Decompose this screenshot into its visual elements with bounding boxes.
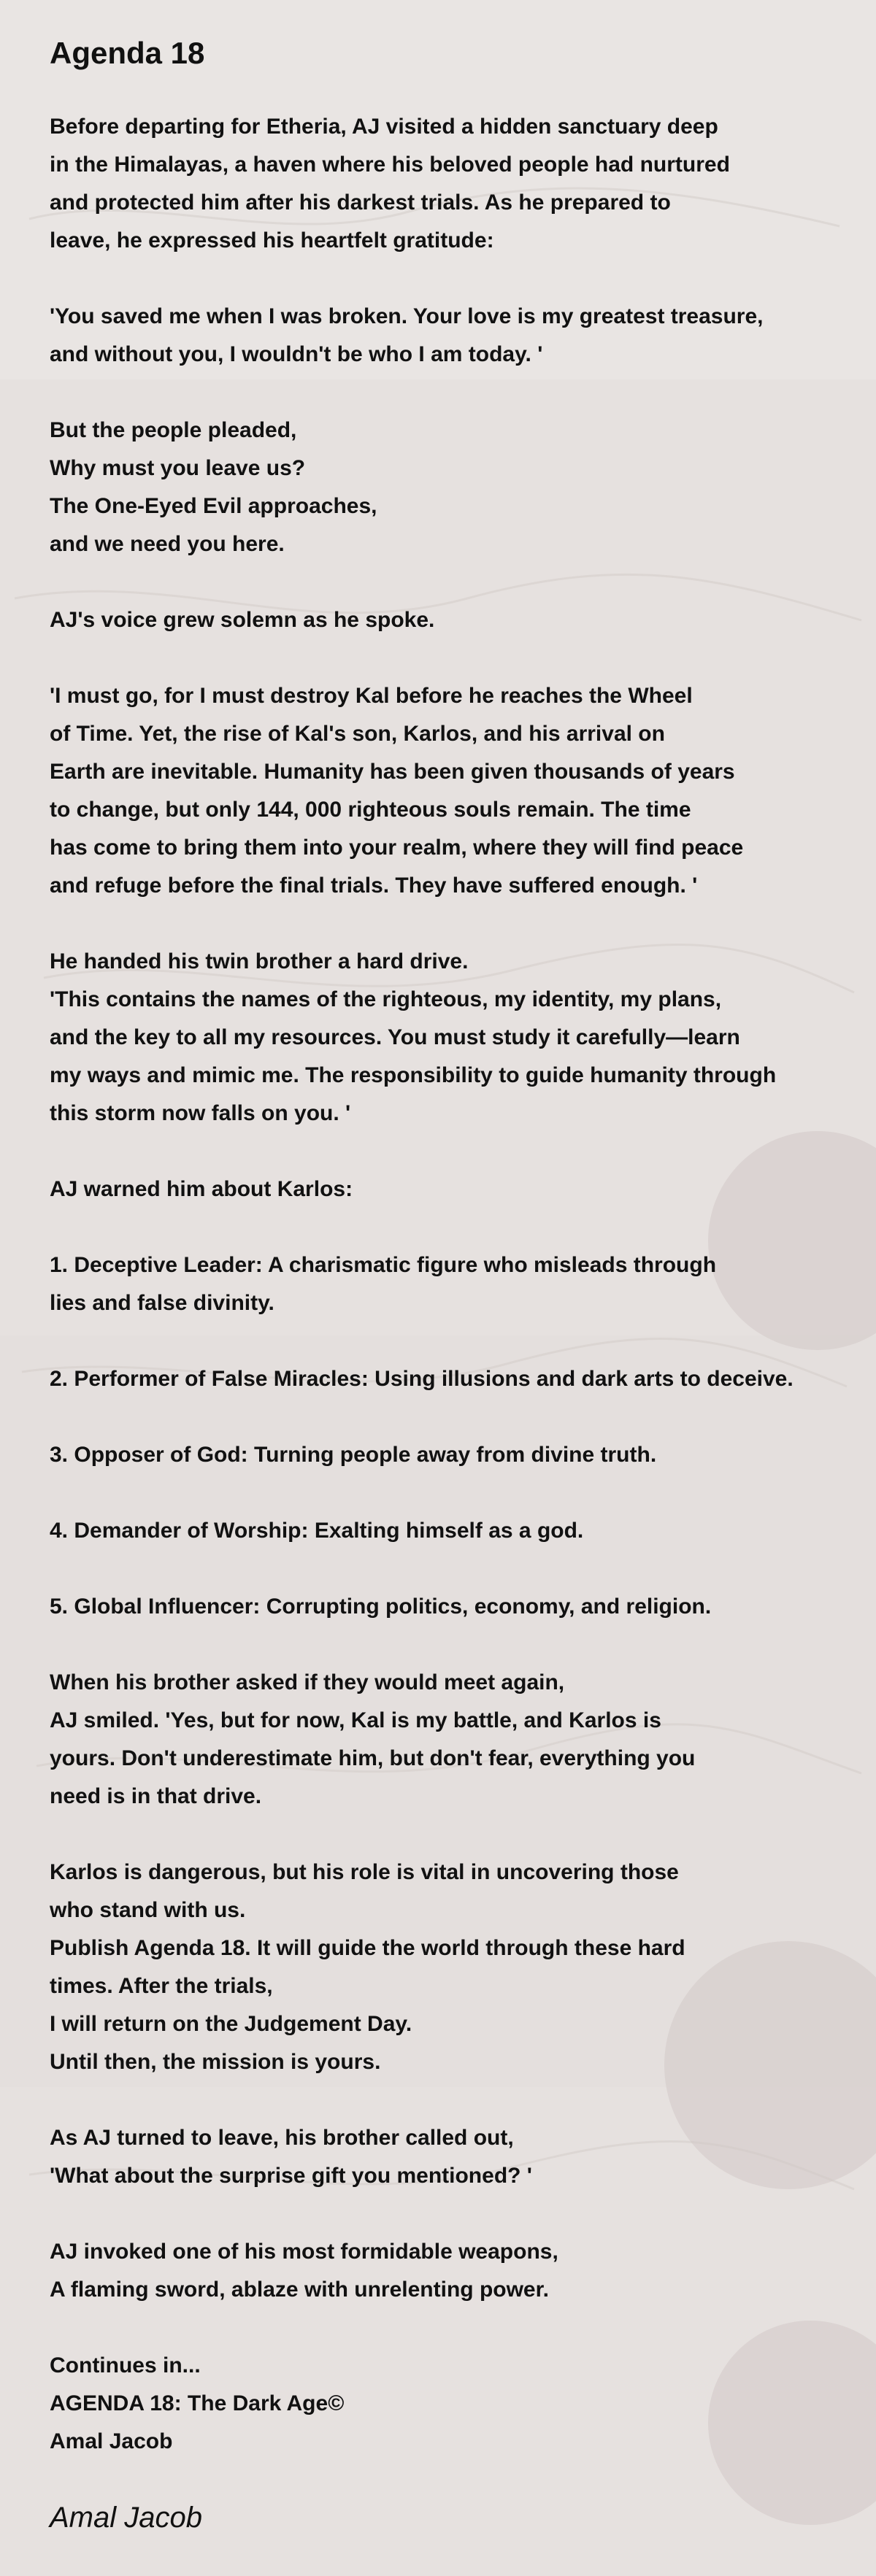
poem-line: Publish Agenda 18. It will guide the world through these hard: [50, 1936, 685, 1960]
stanza: [50, 943, 860, 1133]
poem-line: 'I must go, for I must destroy Kal before he reaches the Wheel: [50, 684, 693, 708]
poem-line: and refuge before the final trials. They have suffered enough. ': [50, 874, 698, 898]
poem-line: Before departing for Etheria, AJ visited a hidden sanctuary deep: [50, 115, 718, 139]
poem-line: I will return on the Judgement Day.: [50, 2012, 412, 2036]
stanza: [50, 1588, 860, 1626]
stanza: [50, 601, 860, 639]
poem-line: Continues in...: [50, 2353, 201, 2378]
stanza: [50, 1854, 860, 2081]
poem-line: my ways and mimic me. The responsibility to guide humanity through: [50, 1063, 777, 1087]
poem-line: this storm now falls on you. ': [50, 1101, 351, 1125]
poem-line: and the key to all my resources. You must study it carefully—learn: [50, 1025, 740, 1049]
poem-line: AJ smiled. 'Yes, but for now, Kal is my battle, and Karlos is: [50, 1708, 661, 1732]
poem-line: A flaming sword, ablaze with unrelenting power.: [50, 2278, 549, 2302]
poem-line: Karlos is dangerous, but his role is vital in uncovering those: [50, 1860, 679, 1884]
stanza: [50, 108, 860, 260]
poem-line: of Time. Yet, the rise of Kal's son, Karlos, and his arrival on: [50, 722, 665, 746]
poem-line: and protected him after his darkest trials. As he prepared to: [50, 190, 671, 215]
stanza: [50, 2347, 860, 2461]
poem-line: AGENDA 18: The Dark Age©: [50, 2391, 345, 2415]
stanza: [50, 677, 860, 905]
poem-title: Agenda 18: [50, 36, 205, 70]
poem-line: Amal Jacob: [50, 2429, 173, 2453]
author-signature: Amal Jacob: [50, 2502, 202, 2534]
stanza: [50, 1171, 860, 1208]
poem-line: 2. Performer of False Miracles: Using illusions and dark arts to deceive.: [50, 1367, 794, 1391]
stanza: [50, 412, 860, 563]
poem-line: times. After the trials,: [50, 1974, 273, 1998]
stanza: [50, 298, 860, 374]
poem-line: Until then, the mission is yours.: [50, 2050, 381, 2074]
poem-line: He handed his twin brother a hard drive.: [50, 949, 469, 973]
poem-line: The One-Eyed Evil approaches,: [50, 494, 377, 518]
poem-line: AJ's voice grew solemn as he spoke.: [50, 608, 435, 632]
stanza: [50, 1664, 860, 1816]
poem-line: lies and false divinity.: [50, 1291, 274, 1315]
stanza: [50, 2233, 860, 2309]
poem-line: But the people pleaded,: [50, 418, 297, 442]
poem-line: 1. Deceptive Leader: A charismatic figure who misleads through: [50, 1253, 717, 1277]
stanza: [50, 1360, 860, 1398]
poem-line: 'What about the surprise gift you mentioned? ': [50, 2164, 532, 2188]
poem-line: need is in that drive.: [50, 1784, 262, 1808]
poem-line: AJ warned him about Karlos:: [50, 1177, 353, 1201]
poem-line: AJ invoked one of his most formidable weapons,: [50, 2240, 558, 2264]
stanza: [50, 1512, 860, 1550]
poem-line: yours. Don't underestimate him, but don't fear, everything you: [50, 1746, 696, 1770]
poem-line: 4. Demander of Worship: Exalting himself as a god.: [50, 1519, 584, 1543]
poem-line: Earth are inevitable. Humanity has been given thousands of years: [50, 760, 735, 784]
poem-line: leave, he expressed his heartfelt gratitude:: [50, 228, 494, 252]
poem-line: has come to bring them into your realm, where they will find peace: [50, 836, 744, 860]
poem-line: and we need you here.: [50, 532, 285, 556]
poem-line: 'This contains the names of the righteous, my identity, my plans,: [50, 987, 722, 1011]
poem-line: As AJ turned to leave, his brother called out,: [50, 2126, 514, 2150]
poem-line: 'You saved me when I was broken. Your love is my greatest treasure,: [50, 304, 764, 328]
poem-line: in the Himalayas, a haven where his beloved people had nurtured: [50, 153, 730, 177]
poem-line: 3. Opposer of God: Turning people away from divine truth.: [50, 1443, 657, 1467]
poem-line: who stand with us.: [50, 1898, 246, 1922]
stanza: [50, 1246, 860, 1322]
poem-line: When his brother asked if they would meet again,: [50, 1670, 565, 1694]
poem-line: 5. Global Influencer: Corrupting politics, economy, and religion.: [50, 1594, 712, 1619]
poem-line: to change, but only 144, 000 righteous souls remain. The time: [50, 798, 691, 822]
poem-line: and without you, I wouldn't be who I am today. ': [50, 342, 543, 366]
stanza: [50, 2119, 860, 2195]
poem-line: Why must you leave us?: [50, 456, 306, 480]
poem-body: [50, 108, 860, 2499]
stanza: [50, 1436, 860, 1474]
